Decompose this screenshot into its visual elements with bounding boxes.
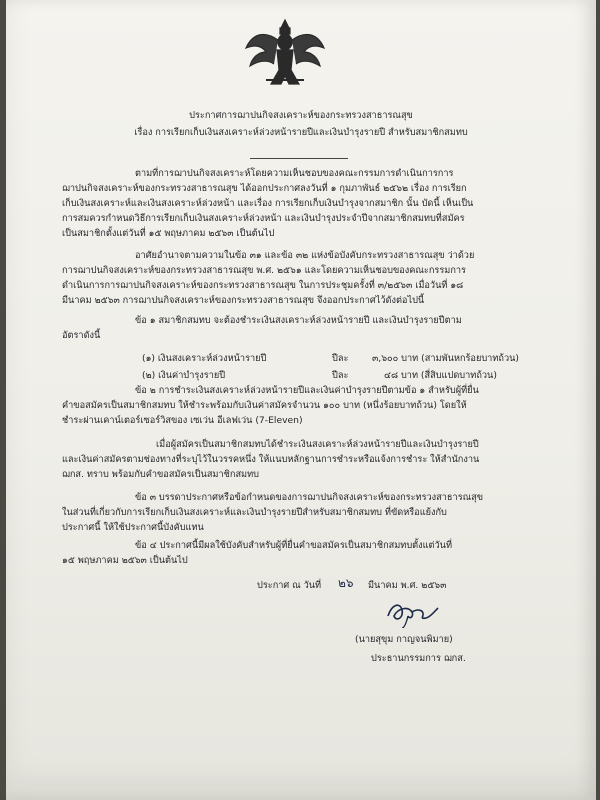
paragraph-line: อาศัยอำนาจตามความในข้อ ๓๑ และข้อ ๓๒ แห่งข้อบังคับกระทรวงสาธารณสุข ว่าด้วย [135, 250, 475, 261]
paragraph-line: เป็นสมาชิกตั้งแต่วันที่ ๑๕ พฤษภาคม ๒๕๖๓ เป็นต้นไป [62, 228, 275, 239]
clause-2b-line: ฌกส. ทราบ พร้อมกับคำขอสมัครเป็นสมาชิกสมทบ [62, 469, 259, 480]
rate-amount: ๓,๖๐๐ บาท (สามพันหกร้อยบาทถ้วน) [372, 353, 519, 364]
header-divider [250, 158, 348, 159]
clause-1-line: อัตราดังนี้ [62, 330, 101, 341]
clause-3-line: ข้อ ๓ บรรดาประกาศหรือข้อกำหนดของการฌาปนกิจสงเคราะห์ของกระทรวงสาธารณสุข [135, 492, 484, 503]
rate-label: (๒) เงินค่าบำรุงรายปี [142, 370, 226, 381]
handwritten-signature [378, 598, 448, 628]
paragraph-line: การฌาปนกิจสงเคราะห์ของกระทรวงสาธารณสุข พ.ศ. ๒๕๖๑ และโดยความเห็นชอบของคณะกรรมการ [62, 265, 466, 276]
document-subject: เรื่อง การเรียกเก็บเงินสงเคราะห์ล่วงหน้ารายปีและเงินบำรุงรายปี สำหรับสมาชิกสมทบ [134, 127, 468, 138]
clause-3-line: ในส่วนที่เกี่ยวกับการเรียกเก็บเงินสงเคราะห์และเงินบำรุงรายปีสำหรับสมาชิกสมทบ ที่ขัดหรือแย้งกับ [62, 507, 447, 518]
garuda-emblem-icon [244, 18, 326, 90]
document-title: ประกาศการฌาปนกิจสงเคราะห์ของกระทรวงสาธารณสุข [189, 110, 413, 121]
clause-2b-line: เมื่อผู้สมัครเป็นสมาชิกสมทบได้ชำระเงินสงเคราะห์ล่วงหน้ารายปีและเงินบำรุงรายปี [156, 439, 479, 450]
clause-1-line: ข้อ ๑ สมาชิกสมทบ จะต้องชำระเงินสงเคราะห์ล่วงหน้ารายปี และเงินบำรุงรายปีตาม [135, 315, 462, 326]
clause-3-line: ประกาศนี้ ให้ใช้ประกาศนี้บังคับแทน [62, 522, 204, 533]
signatory-name: (นายสุขุม กาญจนพิมาย) [355, 634, 453, 645]
paragraph-line: การสมควรกำหนดวิธีการเรียกเก็บเงินสงเคราะห์ล่วงหน้า และเงินบำรุงประจำปีจากสมาชิกสมทบที่สมัคร [62, 213, 465, 224]
rate-label: (๑) เงินสงเคราะห์ล่วงหน้ารายปี [142, 353, 267, 364]
document-page [6, 0, 596, 800]
paragraph-line: เก็บเงินสงเคราะห์และเงินสงเคราะห์ล่วงหน้า และเรื่อง การเรียกเก็บเงินบำรุงจากสมาชิก นั้น บัดนี้ เห็นเป็น [62, 198, 474, 209]
clause-2-line: คำขอสมัครเป็นสมาชิกสมทบ ให้ชำระพร้อมกับเงินค่าสมัครจำนวน ๑๐๐ บาท (หนึ่งร้อยบาทถ้วน) โดยให้ [62, 400, 467, 411]
rate-unit: ปีละ [332, 370, 349, 381]
clause-2-line: ข้อ ๒ การชำระเงินสงเคราะห์ล่วงหน้ารายปีและเงินค่าบำรุงรายปีตามข้อ ๑ สำหรับผู้ที่ยื่น [135, 385, 479, 396]
date-prefix: ประกาศ ณ วันที่ [257, 580, 322, 591]
paragraph-line: ดำเนินการการฌาปนกิจสงเคราะห์ของกระทรวงสาธารณสุข ในการประชุมครั้งที่ ๓/๒๕๖๓ เมื่อวันที่ ๑๘ [62, 280, 464, 291]
paragraph-line: ตามที่การฌาปนกิจสงเคราะห์โดยความเห็นชอบของคณะกรรมการดำเนินการการ [135, 168, 454, 179]
clause-4-line: ข้อ ๔ ประกาศนี้มีผลใช้บังคับสำหรับผู้ที่ยื่นคำขอสมัครเป็นสมาชิกสมทบตั้งแต่วันที่ [135, 540, 453, 551]
clause-4-line: ๑๕ พฤษภาคม ๒๕๖๓ เป็นต้นไป [62, 555, 188, 566]
date-suffix: มีนาคม พ.ศ. ๒๕๖๓ [368, 580, 447, 591]
paragraph-line: ฌาปนกิจสงเคราะห์ของกระทรวงสาธารณสุข ได้ออกประกาศลงวันที่ ๑ กุมภาพันธ์ ๒๕๖๒ เรื่อง การเรียก [62, 183, 467, 194]
clause-2-line: ชำระผ่านเคาน์เตอร์เซอร์วิสของ เซเว่น อีเลฟเว่น (7-Eleven) [62, 415, 303, 426]
rate-amount: ๔๘ บาท (สี่สิบแปดบาทถ้วน) [384, 370, 497, 381]
rate-unit: ปีละ [332, 353, 349, 364]
date-day-handwritten: ๒๖ [338, 576, 354, 590]
signatory-position: ประธานกรรมการ ฌกส. [371, 653, 466, 664]
clause-2b-line: และเงินค่าสมัครตามช่องทางที่ระบุไว้ในวรรคหนึ่ง ให้แนบหลักฐานการชำระหรือแจ้งการชำระ ให้สำนักงาน [62, 454, 480, 465]
paragraph-line: มีนาคม ๒๕๖๓ การฌาปนกิจสงเคราะห์ของกระทรวงสาธารณสุข จึงออกประกาศไว้ดังต่อไปนี้ [62, 295, 425, 306]
